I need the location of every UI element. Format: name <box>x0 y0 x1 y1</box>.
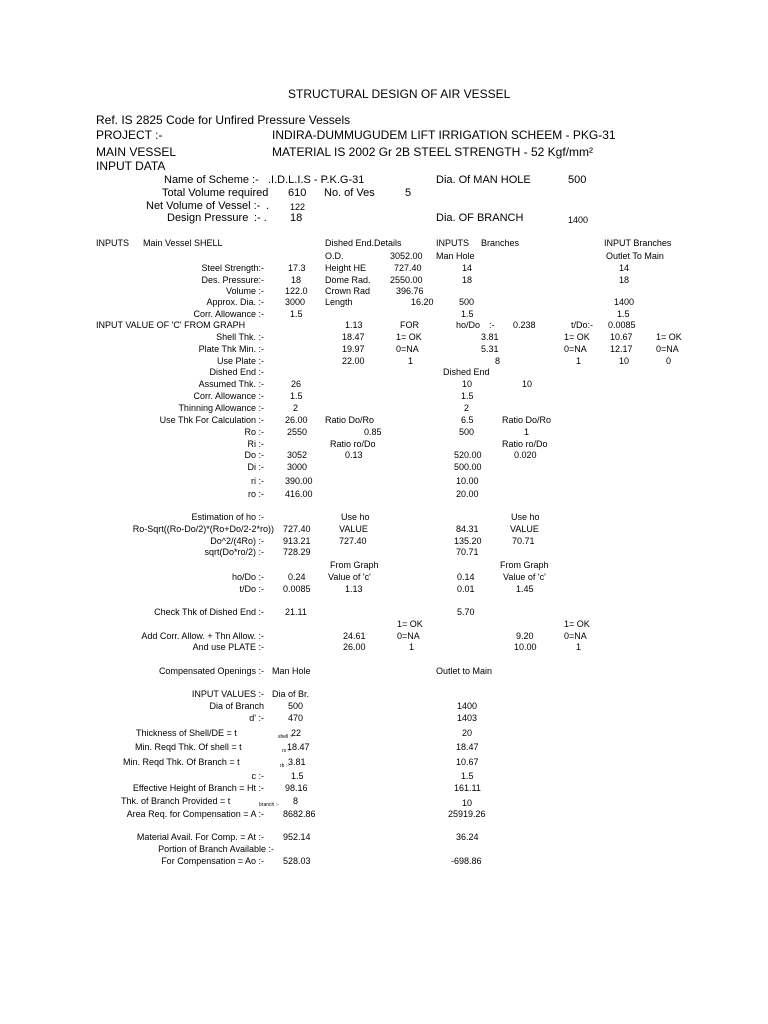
shell-thk-ok: 1= OK <box>396 332 422 342</box>
plate-min-outlet-na: 0=NA <box>656 344 679 354</box>
outlet-value: 18 <box>619 275 630 285</box>
manhole-value: 18 <box>462 275 473 285</box>
shell-thk-manhole: 3.81 <box>481 332 499 342</box>
dia-branch-value: 500 <box>288 701 304 711</box>
thk-branch-label: Thk. of Branch Provided = t <box>121 796 231 806</box>
c-label: c :- <box>251 771 264 781</box>
rosqrt-manhole-value-label: VALUE <box>510 524 539 534</box>
do2-value-2: 727.40 <box>339 536 367 546</box>
row-label: Steel Strength:- <box>201 263 264 273</box>
dished-label: Dome Rad. <box>325 275 371 285</box>
tdo-manhole: 0.01 <box>457 584 475 594</box>
rosqrt-manhole: 84.31 <box>456 524 479 534</box>
thk-shell-value: 22 <box>291 728 302 738</box>
hdr-inputs: INPUTS <box>96 238 130 248</box>
graph-row-for: FOR <box>400 320 419 330</box>
use-plate-value: 22.00 <box>342 356 365 366</box>
dia-branch-label: Dia of Branch <box>209 701 264 711</box>
area-req-value: 8682.86 <box>283 809 316 819</box>
use-thk-manhole-ratio: Ratio Do/Ro <box>502 415 552 425</box>
add-corr-value: 24.61 <box>343 631 366 641</box>
outlet-value: 1400 <box>614 297 635 307</box>
page-title: STRUCTURAL DESIGN OF AIR VESSEL <box>288 87 511 101</box>
use-plate2-manhole-flag: 1 <box>576 642 582 652</box>
area-req-label: Area Req. for Compensation = A :- <box>126 809 264 819</box>
assumed-thk-manhole: 10 <box>462 379 473 389</box>
do-manhole-ratio: 0.020 <box>514 450 537 460</box>
check-value: 21.11 <box>285 607 307 617</box>
use-plate-manhole-flag: 1 <box>576 356 582 366</box>
sqrt-manhole: 70.71 <box>456 547 479 557</box>
use-plate2-value: 26.00 <box>343 642 366 652</box>
thk-shell-label: Thickness of Shell/DE = t <box>136 728 237 738</box>
row-label: Des. Pressure:- <box>201 275 264 285</box>
assumed-thk-outlet: 10 <box>522 379 533 389</box>
hdr-dished-details: Dished End.Details <box>325 238 402 248</box>
hdr-main-shell: Main Vessel SHELL <box>143 238 223 248</box>
use-plate-label: Use Plate :- <box>216 356 264 366</box>
total-volume-value: 610 <box>288 187 307 199</box>
comp-outlet: Outlet to Main <box>436 666 493 676</box>
plate-min-outlet: 12.17 <box>610 344 633 354</box>
min-shell-outlet: 18.47 <box>456 742 479 752</box>
ro-small-manhole: 20.00 <box>456 489 479 499</box>
assumed-thk-value: 26 <box>291 379 302 389</box>
ri-manhole-ratio: Ratio ro/Do <box>502 439 548 449</box>
outlet-value: 14 <box>619 263 630 273</box>
plate-min-manhole: 5.31 <box>481 344 499 354</box>
hodo-value: 0.24 <box>288 572 306 582</box>
dished-end-heading: Dished End <box>443 367 490 377</box>
design-pressure-label: Design Pressure <box>167 212 249 224</box>
shell-thk-outlet: 10.67 <box>610 332 633 342</box>
row-label: Approx. Dia. :- <box>206 297 264 307</box>
hdr-inputs-branches: INPUTS <box>436 238 470 248</box>
comp-label: Compensated Openings :- <box>158 666 264 676</box>
rosqrt-value-label: VALUE <box>339 524 368 534</box>
ro-manhole: 500 <box>459 427 475 437</box>
from-graph-manhole: From Graph <box>500 560 549 570</box>
thinning-value: 2 <box>293 403 299 413</box>
do-ratio: 0.13 <box>345 450 363 460</box>
thinning-manhole: 2 <box>464 403 470 413</box>
use-plate2-manhole: 10.00 <box>514 642 537 652</box>
manhole-dia-label: Dia. Of MAN HOLE <box>436 174 531 186</box>
row-label: Volume :- <box>225 286 264 296</box>
branch-dia-value: 1400 <box>568 215 589 225</box>
do2-manhole-2: 70.71 <box>512 536 535 546</box>
use-thk-label: Use Thk For Calculation :- <box>159 415 264 425</box>
c-value: 1.5 <box>291 771 304 781</box>
add-corr-na: 0=NA <box>397 631 420 641</box>
reference-line: Ref. IS 2825 Code for Unfired Pressure Vessels <box>96 113 351 127</box>
eff-height-outlet: 161.11 <box>454 783 481 793</box>
manhole-dia-value: 500 <box>568 174 587 186</box>
estimation-manhole-use-ho: Use ho <box>511 512 540 522</box>
min-shell-value: 18.47 <box>287 742 310 752</box>
manhole-value: 1.5 <box>461 309 474 319</box>
scheme-label: Name of Scheme :- <box>164 174 259 186</box>
portion-label: Portion of Branch Available :- <box>158 844 274 854</box>
add-corr-label: Add Corr. Allow. + Thn Allow. :- <box>141 631 264 641</box>
min-shell-subscript: rs :- <box>282 748 291 754</box>
corr-allowance-label: Corr. Allowance :- <box>193 391 264 401</box>
do-label: Do :- <box>244 450 264 460</box>
hodo-value-of-c: Value of 'c' <box>328 572 371 582</box>
hodo-label: ho/Do :- <box>231 572 264 582</box>
tdo-value: 0.0085 <box>283 584 311 594</box>
eff-height-label: Effective Height of Branch = Ht :- <box>132 783 264 793</box>
min-branch-value: 3.81 <box>288 757 306 767</box>
estimation-label: Estimation of ho :- <box>191 512 264 522</box>
rosqrt-value: 727.40 <box>283 524 311 534</box>
net-volume-value: 122 <box>290 202 306 212</box>
do2-manhole: 135.20 <box>454 536 482 546</box>
c-outlet: 1.5 <box>461 771 474 781</box>
manhole-value: 14 <box>462 263 473 273</box>
min-branch-label: Min. Reqd Thk. Of Branch = t <box>123 757 240 767</box>
do2-label: Do^2/(4Ro) :- <box>210 536 264 546</box>
comp-man-hole: Man Hole <box>272 666 311 676</box>
mat-avail-value: 952.14 <box>283 832 311 842</box>
corr-allowance-value: 1.5 <box>290 391 303 401</box>
graph-row-hodo-value: 0.238 <box>513 320 536 330</box>
use-plate2-label: And use PLATE :- <box>192 642 264 652</box>
graph-row-label: INPUT VALUE OF 'C' FROM GRAPH <box>96 320 246 330</box>
check-label: Check Thk of Dished End :- <box>154 607 264 617</box>
project-value: INDIRA-DUMMUGUDEM LIFT IRRIGATION SCHEEM - PKG-31 <box>272 128 616 142</box>
hodo-manhole-value-of-c: Value of 'c' <box>503 572 546 582</box>
material-line: MATERIAL IS 2002 Gr 2B STEEL STRENGTH - 52 Kgf/mm² <box>272 145 593 159</box>
ri-small-label: ri :- <box>251 476 264 486</box>
dia-branch-outlet: 1400 <box>457 701 478 711</box>
for-comp-label: For Compensation = Ao :- <box>161 856 264 866</box>
eff-height-value: 98.16 <box>285 783 308 793</box>
hdr-input-branches: INPUT Branches <box>604 238 672 248</box>
mat-avail-outlet: 36.24 <box>456 832 479 842</box>
estimation-use-ho: Use ho <box>341 512 370 522</box>
sqrt-value: 728.29 <box>283 547 311 557</box>
thk-shell-subscript: shell :- <box>278 734 293 740</box>
row-value: 17.3 <box>288 263 306 273</box>
shell-thk-outlet-ok: 1= OK <box>656 332 682 342</box>
graph-row-tdo-value: 0.0085 <box>608 320 636 330</box>
tdo-c: 1.13 <box>345 584 363 594</box>
dished-label: Crown Rad <box>325 286 371 296</box>
thk-branch-subscript: branch :- <box>259 802 279 808</box>
do-value: 3052 <box>287 450 308 460</box>
input-data-heading: INPUT DATA <box>96 159 166 173</box>
min-branch-subscript: rb :- <box>280 763 289 769</box>
corr-allowance-manhole: 1.5 <box>461 391 474 401</box>
add-corr-manhole: 9.20 <box>516 631 534 641</box>
plate-min-label: Plate Thk Min. :- <box>198 344 264 354</box>
use-thk-value: 26.00 <box>285 415 308 425</box>
ri-ratio: Ratio ro/Do <box>330 439 376 449</box>
hdr-outlet-to-main: Outlet To Main <box>606 251 664 261</box>
input-values-dia: Dia of Br. <box>272 689 310 699</box>
dished-value: 2550.00 <box>390 275 423 285</box>
di-label: Di :- <box>247 462 264 472</box>
outlet-value: 1.5 <box>617 309 630 319</box>
min-branch-outlet: 10.67 <box>456 757 479 767</box>
branch-dia-label: Dia. OF BRANCH <box>436 212 524 224</box>
thk-branch-value: 8 <box>293 796 299 806</box>
plate-min-value: 19.97 <box>342 344 365 354</box>
design-pressure-sep: :- . <box>254 212 267 224</box>
min-shell-label: Min. Reqd Thk. Of shell = t <box>135 742 242 752</box>
ro-value: 2550 <box>287 427 308 437</box>
use-plate-outlet: 10 <box>619 356 630 366</box>
row-value: 1.5 <box>290 309 303 319</box>
use-plate-flag: 1 <box>408 356 414 366</box>
rosqrt-label: Ro-Sqrt((Ro-Do/2)*(Ro+Do/2-2*ro)) <box>132 524 274 534</box>
row-value: 3000 <box>285 297 306 307</box>
use-thk-manhole: 6.5 <box>461 415 474 425</box>
di-value: 3000 <box>287 462 308 472</box>
use-plate2-flag: 1 <box>409 642 415 652</box>
thk-branch-outlet: 10 <box>462 798 473 808</box>
assumed-thk-label: Assumed Thk. :- <box>198 379 264 389</box>
row-value: 122.0 <box>285 286 308 296</box>
thinning-label: Thinning Allowance :- <box>178 403 264 413</box>
use-plate-outlet-flag: 0 <box>666 356 672 366</box>
thk-shell-outlet: 20 <box>462 728 473 738</box>
ro-label: Ro :- <box>244 427 264 437</box>
no-of-vessels-label: No. of Ves <box>324 187 375 199</box>
graph-row-value: 1.13 <box>345 320 363 330</box>
di-manhole: 500.00 <box>454 462 482 472</box>
ro-manhole-ratio: 1 <box>524 427 530 437</box>
design-pressure-value: 18 <box>290 212 303 224</box>
use-thk-ratio: Ratio Do/Ro <box>325 415 375 425</box>
dished-value: 727.40 <box>394 263 422 273</box>
ri-small-manhole: 10.00 <box>456 476 479 486</box>
ri-small-value: 390.00 <box>285 476 313 486</box>
dprime-outlet: 1403 <box>457 713 478 723</box>
area-req-outlet: 25919.26 <box>448 809 486 819</box>
net-volume-dot: . <box>266 200 270 212</box>
hdr-branches: Branches <box>481 238 520 248</box>
shell-thk-manhole-ok: 1= OK <box>564 332 590 342</box>
dished-value: 16.20 <box>411 297 434 307</box>
input-values-label: INPUT VALUES :- <box>191 689 264 699</box>
dprime-value: 470 <box>288 713 304 723</box>
graph-row-hodo: ho/Do <box>456 320 481 330</box>
from-graph: From Graph <box>330 560 379 570</box>
row-label: Corr. Allowance :- <box>193 309 264 319</box>
ri-label: Ri :- <box>247 439 264 449</box>
dprime-label: d' :- <box>249 713 264 723</box>
hdr-man-hole: Man Hole <box>436 251 475 261</box>
dished-label: Length <box>325 297 353 307</box>
hdr-od: O.D. <box>325 251 344 261</box>
no-of-vessels-value: 5 <box>405 187 412 199</box>
for-comp-value: 528.03 <box>283 856 311 866</box>
scheme-value: .I.D.L.I.S - P.K.G-31 <box>268 174 365 186</box>
shell-thk-value: 18.47 <box>342 332 365 342</box>
dished-label: Height HE <box>325 263 367 273</box>
ro-ratio: 0.85 <box>364 427 382 437</box>
ok-flag-manhole: 1= OK <box>564 619 590 629</box>
use-plate-manhole: 8 <box>495 356 501 366</box>
row-value: 18 <box>291 275 302 285</box>
check-manhole: 5.70 <box>457 607 475 617</box>
shell-thk-label: Shell Thk. :- <box>216 332 264 342</box>
dished-value: 396.76 <box>396 286 424 296</box>
do2-value: 913.21 <box>283 536 311 546</box>
ro-small-label: ro :- <box>247 489 264 499</box>
manhole-value: 500 <box>459 297 475 307</box>
ok-flag: 1= OK <box>397 619 423 629</box>
plate-min-manhole-na: 0=NA <box>564 344 587 354</box>
total-volume-label: Total Volume required <box>162 187 269 199</box>
hdr-od-value: 3052.00 <box>390 251 423 261</box>
tdo-label: t/Do :- <box>239 584 264 594</box>
graph-row-hodo-sep: :- <box>489 320 495 330</box>
main-vessel-label: MAIN VESSEL <box>96 145 177 159</box>
project-label: PROJECT :- <box>96 128 163 142</box>
for-comp-outlet: -698.86 <box>451 856 482 866</box>
do-manhole: 520.00 <box>454 450 482 460</box>
dished-end-label: Dished End :- <box>209 367 264 377</box>
sqrt-label: sqrt(Do*ro/2) :- <box>204 547 264 557</box>
mat-avail-label: Material Avail. For Comp. = At :- <box>136 832 264 842</box>
ro-small-value: 416.00 <box>285 489 313 499</box>
add-corr-manhole-na: 0=NA <box>564 631 587 641</box>
hodo-manhole: 0.14 <box>457 572 475 582</box>
net-volume-label: Net Volume of Vessel :- <box>146 200 261 212</box>
tdo-manhole-c: 1.45 <box>516 584 534 594</box>
graph-row-tdo: t/Do:- <box>571 320 594 330</box>
plate-min-na: 0=NA <box>396 344 419 354</box>
